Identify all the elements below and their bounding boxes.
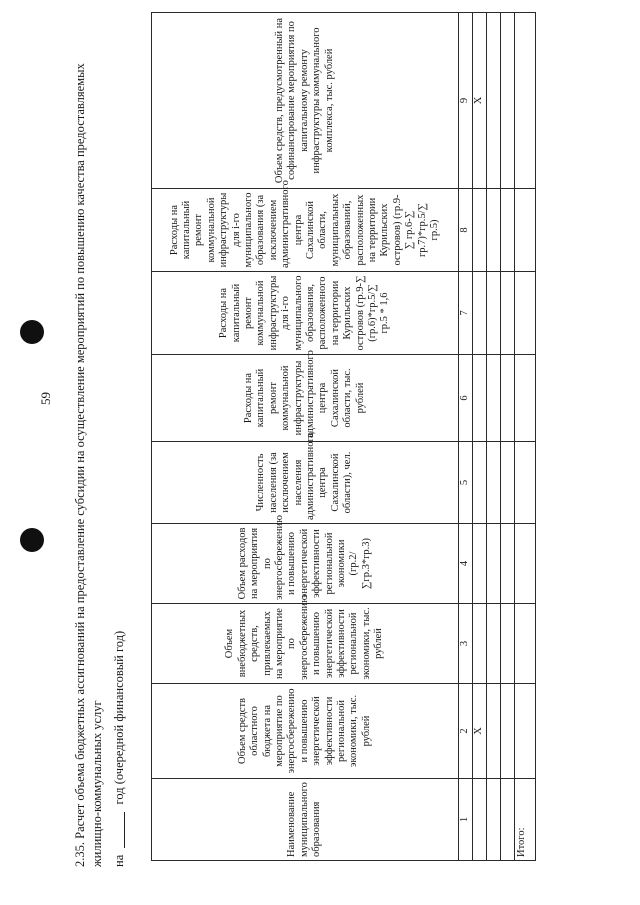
table-cell	[515, 189, 536, 272]
column-number: 6	[459, 355, 473, 442]
header-cell: Объем внебюджетных средств, привлекаемых на мероприятие по энергосбережению и повышению энергетической эффективности региональной экономики, тыс. рублей	[152, 604, 459, 684]
table-cell	[473, 189, 487, 272]
table-cell	[473, 355, 487, 442]
table-cell	[515, 524, 536, 604]
table-cell	[501, 779, 515, 861]
column-number: 5	[459, 442, 473, 524]
table-cell	[501, 684, 515, 779]
header-cell: Объем расходов на мероприятия по энергосбережению и повышению энергетической эффективности региональной экономики (гр.2/∑гр.3*гр.3)	[152, 524, 459, 604]
table-cell	[515, 13, 536, 189]
table-cell	[515, 684, 536, 779]
table-cell	[473, 604, 487, 684]
total-row	[515, 13, 536, 861]
page-number: 59	[38, 392, 53, 405]
table-cell	[487, 524, 501, 604]
column-number-row	[459, 13, 473, 861]
table-cell	[501, 355, 515, 442]
column-number: 8	[459, 189, 473, 272]
table-cell	[501, 272, 515, 355]
column-number: 7	[459, 272, 473, 355]
table-cell: X	[473, 13, 487, 189]
table-cell	[515, 442, 536, 524]
table-cell: X	[473, 684, 487, 779]
column-number: 4	[459, 524, 473, 604]
table-cell	[515, 272, 536, 355]
period-line	[112, 631, 127, 867]
header-cell: Расходы на капитальный ремонт коммунальной инфраструктуры для i-го муниципального образования, расположенного на территории Курильских островов (гр.9-∑ (гр.6)*гр.5/∑ гр.5 * 1,6	[152, 272, 459, 355]
table-row	[487, 13, 501, 861]
table-cell	[501, 604, 515, 684]
period-prefix: на	[112, 854, 126, 867]
table-row	[501, 13, 515, 861]
section-heading: 2.35. Расчет объема бюджетных ассигнований на предоставление субсидии на осуществление мероприятий по повышению качества предоставляемых жилищно-коммунальных услуг	[73, 63, 104, 867]
table-cell	[487, 442, 501, 524]
table-cell	[487, 779, 501, 861]
table-cell	[473, 524, 487, 604]
table-cell	[487, 13, 501, 189]
header-cell: Объем средств, предусмотренный на софинансирование мероприятия по капитальному ремонту инфраструктуры коммунального комплекса, тыс. рублей	[152, 13, 459, 189]
table-cell	[473, 272, 487, 355]
header-row	[152, 13, 459, 861]
table-cell	[487, 189, 501, 272]
total-label: Итого:	[515, 779, 536, 861]
table-row	[473, 13, 487, 861]
table-cell	[473, 442, 487, 524]
header-cell: Объем средств областного бюджета на мероприятие по энергосбережению и повышению энергетической эффективности региональной экономики, тыс. рублей	[152, 684, 459, 779]
table-cell	[501, 13, 515, 189]
table-cell	[487, 684, 501, 779]
column-number: 1	[459, 779, 473, 861]
table-cell	[501, 442, 515, 524]
column-number: 3	[459, 604, 473, 684]
table-cell	[515, 355, 536, 442]
header-cell: Численность населения (за исключением населения административного центра Сахалинской области), чел.	[152, 442, 459, 524]
table-cell	[501, 189, 515, 272]
table-cell	[487, 272, 501, 355]
header-cell: Расходы на капитальный ремонт коммунальной инфраструктуры для i-го муниципального образования (за исключением административного центра Сахалинской области, муниципальных образований, расположенных на территории Курильских островов) (гр.9-∑ гр.6-∑ гр.7)*гр.5/∑ гр.5)	[152, 189, 459, 272]
year-blank-line	[124, 812, 125, 848]
header-cell: Наименование муниципального образования	[152, 779, 459, 861]
subsidy-calculation-table	[151, 12, 536, 861]
header-cell: Расходы на капитальный ремонт коммунальной инфраструктуры административного центра Сахалинской области, тыс. рублей	[152, 355, 459, 442]
column-number: 2	[459, 684, 473, 779]
period-suffix: год (очередной финансовый год)	[112, 630, 126, 805]
table-cell	[487, 604, 501, 684]
table-cell	[515, 604, 536, 684]
table-cell	[501, 524, 515, 604]
table-cell	[487, 355, 501, 442]
column-number: 9	[459, 13, 473, 189]
table-cell	[473, 779, 487, 861]
